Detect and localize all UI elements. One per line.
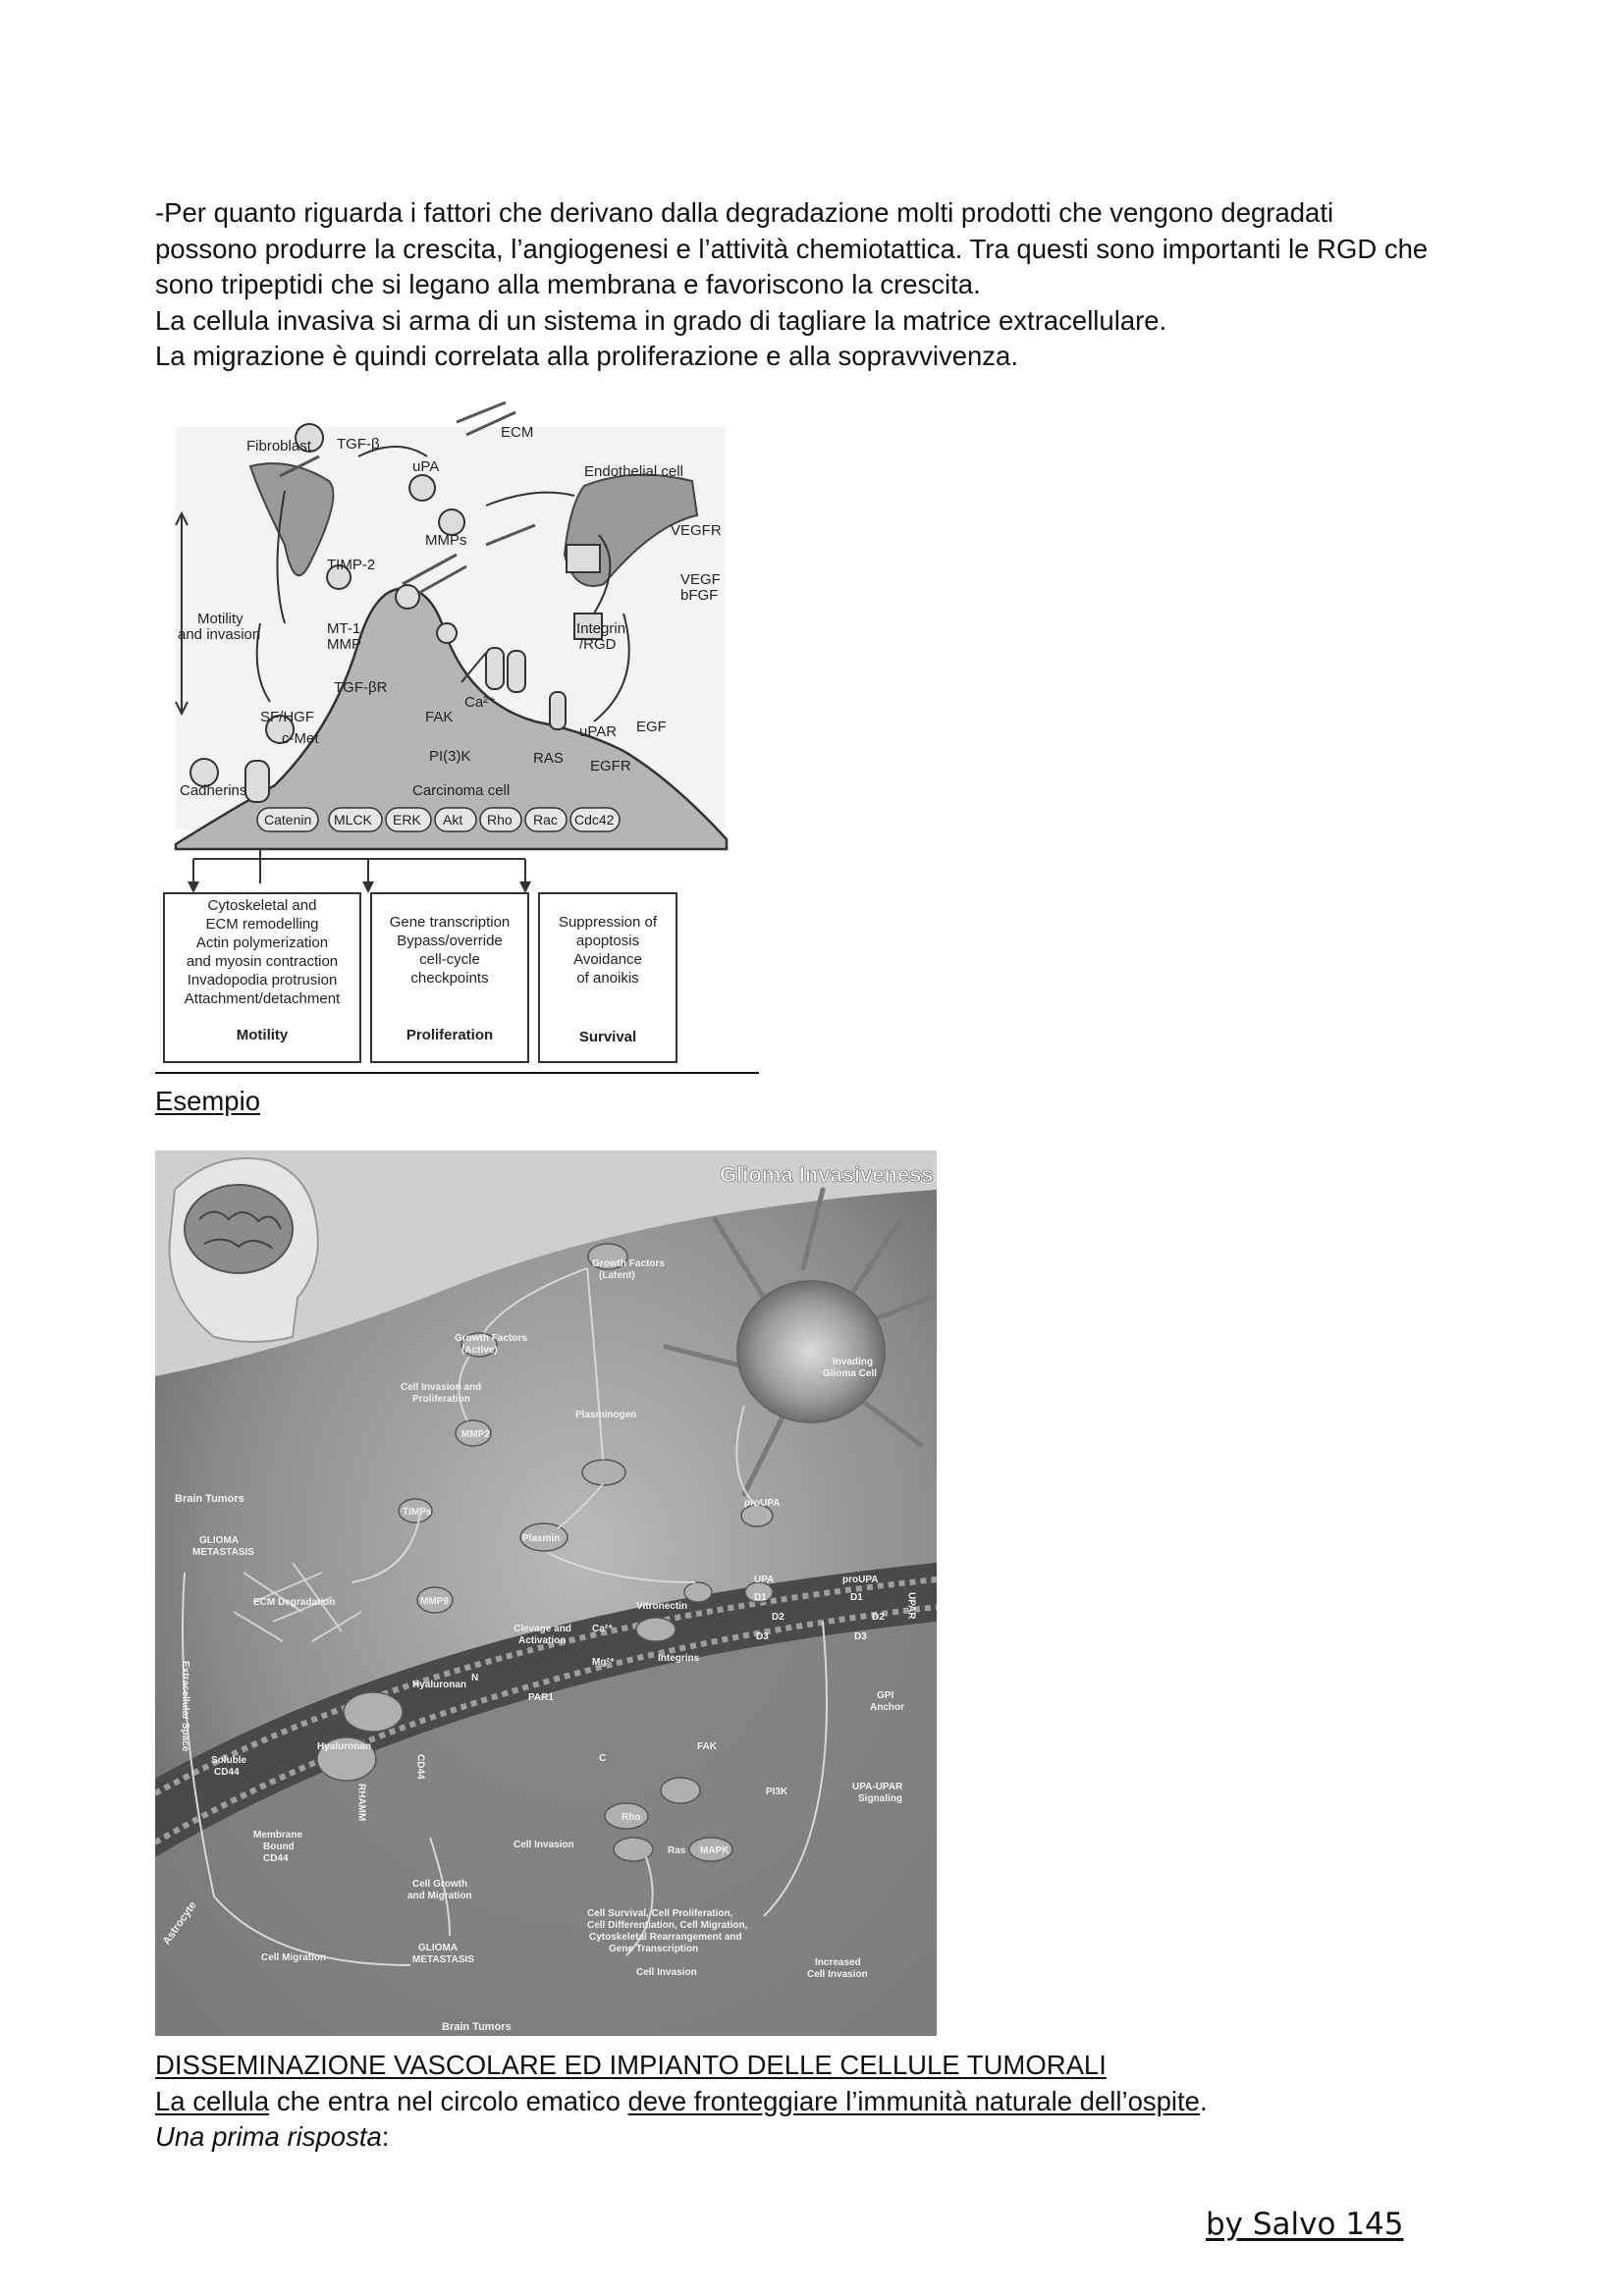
label-upar: uPAR [579, 723, 618, 740]
label-tgfb: TGF-β [337, 436, 380, 453]
motility-box-line-1: Cytoskeletal and [207, 897, 317, 914]
motility-box-line-2: ECM remodelling [205, 916, 319, 933]
mg-label: Mg²⁺ [592, 1657, 616, 1668]
label-egf: EGF [636, 719, 667, 735]
cell-invasion-bottom: Cell Invasion [636, 1967, 697, 1978]
first-response-italic: Una prima risposta [155, 2121, 382, 2152]
increased-1: Increased [815, 1957, 861, 1968]
first-response-colon: : [381, 2121, 390, 2152]
mirrored-label: Extracellular Space [180, 1661, 190, 1752]
glioma-meta-b1: GLIOMA [418, 1943, 458, 1953]
glioma-title: Glioma Invasiveness [720, 1162, 934, 1187]
label-fibroblast: Fibroblast [246, 438, 311, 454]
label-carcinoma: Carcinoma cell [412, 782, 511, 799]
soluble-2: CD44 [214, 1767, 240, 1778]
cell-inv-prolif-1: Cell Invasion and [401, 1382, 482, 1393]
section-heading: DISSEMINAZIONE VASCOLARE ED IMPIANTO DELLE CELLULE TUMORALI [155, 2050, 1107, 2080]
cell-sentence-part-1: La cellula [155, 2085, 270, 2116]
c-label: C [599, 1753, 607, 1764]
integrins-label: Integrins [658, 1653, 700, 1664]
clevage-2: Activation [518, 1635, 567, 1646]
label-egfr: EGFR [590, 758, 631, 774]
membrane-3: CD44 [263, 1853, 289, 1864]
label-mlck: MLCK [334, 812, 372, 828]
label-ras: RAS [533, 750, 564, 767]
astrocyte-label: Astrocyte [160, 1899, 199, 1948]
brain-tumors-bottom: Brain Tumors [442, 2021, 512, 2033]
upar-vertical-label: UPAR [905, 1592, 917, 1620]
cd44-label: CD44 [414, 1754, 426, 1780]
d2b-label: D2 [872, 1612, 885, 1623]
upa-upar-1: UPA-UPAR [852, 1782, 903, 1792]
label-bfgf: bFGF [680, 587, 719, 604]
label-catenin: Catenin [264, 812, 312, 828]
cell-growth-1: Cell Growth [412, 1879, 468, 1890]
esempio-heading-wrap [155, 1084, 1490, 1120]
survival-box-line-3: Avoidance [573, 951, 642, 968]
label-ecm: ECM [501, 424, 534, 441]
d1b-label: D1 [850, 1592, 863, 1603]
survival-4: Gene Transcription [609, 1944, 699, 1954]
gpi-1: GPI [877, 1690, 894, 1701]
gf-active-2: (Active) [461, 1345, 498, 1356]
label-rho: Rho [487, 812, 513, 828]
label-mmp: MMP [327, 636, 361, 653]
survival-box-title: Survival [578, 1029, 637, 1045]
plasmin-label: Plasmin [522, 1533, 561, 1544]
membrane-2: Bound [263, 1842, 295, 1852]
section-block [155, 2048, 1490, 2156]
cell-inv-prolif-2: Proliferation [412, 1394, 470, 1405]
label-timp2: TIMP-2 [327, 557, 376, 573]
upa-label: UPA [754, 1575, 775, 1585]
vitronectin-label: Vitronectin [636, 1601, 688, 1612]
fak-label: FAK [697, 1741, 717, 1752]
d2a-label: D2 [772, 1612, 784, 1623]
membrane-1: Membrane [253, 1830, 303, 1841]
cell-sentence [155, 2084, 1490, 2120]
label-cdc42: Cdc42 [574, 812, 615, 828]
glioma-illustration-svg [155, 1150, 937, 2036]
gf-latent-1: Growth Factors [592, 1258, 665, 1269]
gf-active-1: Growth Factors [455, 1333, 527, 1344]
n-label: N [471, 1673, 479, 1683]
cell-migration: Cell Migration [261, 1952, 327, 1963]
esempio-heading: Esempio [155, 1086, 260, 1116]
page-footer: by Salvo 145 [1206, 2207, 1404, 2242]
label-ca: Ca²⁺ [464, 694, 497, 711]
cell-sentence-part-2: che entra nel circolo ematico [269, 2085, 628, 2116]
pi3k-label: PI3K [766, 1787, 788, 1797]
label-sfhgf: SF/HGF [260, 709, 314, 725]
cell-sentence-part-3: deve fronteggiare l’immunità naturale dell’ospite [627, 2085, 1200, 2116]
label-vegf: VEGF [680, 571, 721, 588]
clevage-1: Clevage and [514, 1624, 571, 1634]
motility-box-title: Motility [236, 1027, 289, 1043]
label-mt1: MT-1 [327, 620, 361, 637]
mmp9-label: MMP9 [420, 1596, 449, 1607]
separator-line [155, 1072, 759, 1074]
hyaluronan-2: Hyaluronan [317, 1741, 372, 1752]
label-pi3k: PI(3)K [429, 748, 471, 765]
intro-line-4: La cellula invasiva si arma di un sistema in grado di tagliare la matrice extracellulare. [155, 304, 1167, 336]
invading-1: Invading [833, 1357, 874, 1367]
rho-label: Rho [622, 1812, 641, 1823]
first-response-line [155, 2119, 1490, 2156]
upa-upar-2: Signaling [858, 1793, 902, 1804]
survival-3: Cytoskeletal Rearrangement and [589, 1932, 742, 1943]
intro-line-5: La migrazione è quindi correlata alla proliferazione e alla sopravvivenza. [155, 341, 1018, 371]
label-fak: FAK [425, 709, 454, 725]
glioma-invasiveness-figure [155, 1150, 937, 2036]
proupa-top: proUPA [744, 1498, 781, 1509]
timps-label: TIMPs [403, 1507, 432, 1518]
proliferation-box-line-4: checkpoints [410, 970, 489, 987]
survival-1: Cell Survival, Cell Proliferation, [587, 1908, 733, 1919]
proupa-label: proUPA [842, 1575, 879, 1585]
survival-2: Cell Differentiation, Cell Migration, [587, 1920, 748, 1931]
label-rac: Rac [533, 812, 558, 828]
ecm-degradation: ECM Degradation [253, 1597, 336, 1608]
glioma-meta-1: GLIOMA [199, 1535, 239, 1546]
hyaluronan-1: Hyaluronan [412, 1680, 467, 1690]
increased-2: Cell Invasion [807, 1969, 868, 1980]
label-upa: uPA [412, 458, 440, 475]
label-integrin: Integrin [576, 620, 626, 637]
intro-line-2: possono produrre la crescita, l’angiogenesi e l’attività chemiotattica. Tra questi sono importanti le RGD che [155, 233, 1429, 264]
d3b-label: D3 [854, 1631, 867, 1642]
brain-tumors-top: Brain Tumors [175, 1493, 244, 1505]
motility-box-line-3: Actin polymerization [195, 934, 329, 951]
cell-sentence-part-4: . [1199, 2085, 1208, 2116]
motility-box-line-6: Attachment/detachment [184, 990, 341, 1007]
label-mmps: MMPs [425, 532, 467, 549]
label-motility: Motility [197, 611, 243, 627]
mmp2-label: MMP2 [461, 1429, 490, 1440]
motility-box-line-4: and myosin contraction [186, 953, 339, 970]
label-cmet: c-Met [282, 730, 319, 747]
ras-label: Ras [668, 1845, 686, 1856]
label-and-invasion: and invasion [178, 626, 261, 643]
label-vegfr: VEGFR [671, 522, 722, 539]
survival-box-line-1: Suppression of [558, 914, 658, 931]
ca-label: Ca²⁺ [592, 1624, 614, 1634]
intro-line-1: -Per quanto riguarda i fattori che derivano dalla degradazione molti prodotti che vengono degradati [155, 197, 1334, 228]
signaling-diagram-figure [162, 398, 731, 1065]
soluble-1: Soluble [211, 1755, 247, 1766]
label-tgfbr: TGF-βR [334, 679, 388, 696]
gf-latent-2: (Latent) [599, 1270, 635, 1281]
d3a-label: D3 [756, 1631, 769, 1642]
mapk-label: MAPK [700, 1845, 730, 1856]
intro-line-3: sono tripeptidi che si legano alla membrana e favoriscono la crescita. [155, 269, 981, 299]
label-endothelial: Endothelial cell [584, 463, 683, 480]
rhamm-label: RHAMM [355, 1784, 367, 1822]
d1a-label: D1 [754, 1592, 767, 1603]
gpi-2: Anchor [870, 1702, 904, 1713]
glioma-meta-2: METASTASIS [192, 1547, 254, 1558]
label-akt: Akt [443, 812, 463, 828]
label-rgd: /RGD [579, 636, 617, 653]
proliferation-box-line-3: cell-cycle [419, 951, 480, 968]
proliferation-box-title: Proliferation [406, 1027, 494, 1043]
cell-invasion-mid: Cell Invasion [514, 1840, 574, 1850]
cell-growth-2: and Migration [407, 1891, 472, 1901]
survival-box-line-2: apoptosis [575, 933, 640, 949]
survival-box-line-4: of anoikis [576, 970, 639, 987]
glioma-meta-b2: METASTASIS [412, 1954, 474, 1965]
proliferation-box-line-2: Bypass/override [397, 933, 503, 949]
proliferation-box-line-1: Gene transcription [389, 914, 511, 931]
intro-paragraph [155, 195, 1490, 375]
motility-box-line-5: Invadopodia protrusion [187, 972, 338, 988]
par1-label: PAR1 [528, 1692, 554, 1703]
label-cadherins: Cadherins [180, 782, 247, 799]
plasminogen-label: Plasminogen [575, 1410, 637, 1420]
invading-2: Glioma Cell [823, 1368, 878, 1379]
signaling-diagram-svg [162, 398, 731, 1065]
label-erk: ERK [393, 812, 421, 828]
